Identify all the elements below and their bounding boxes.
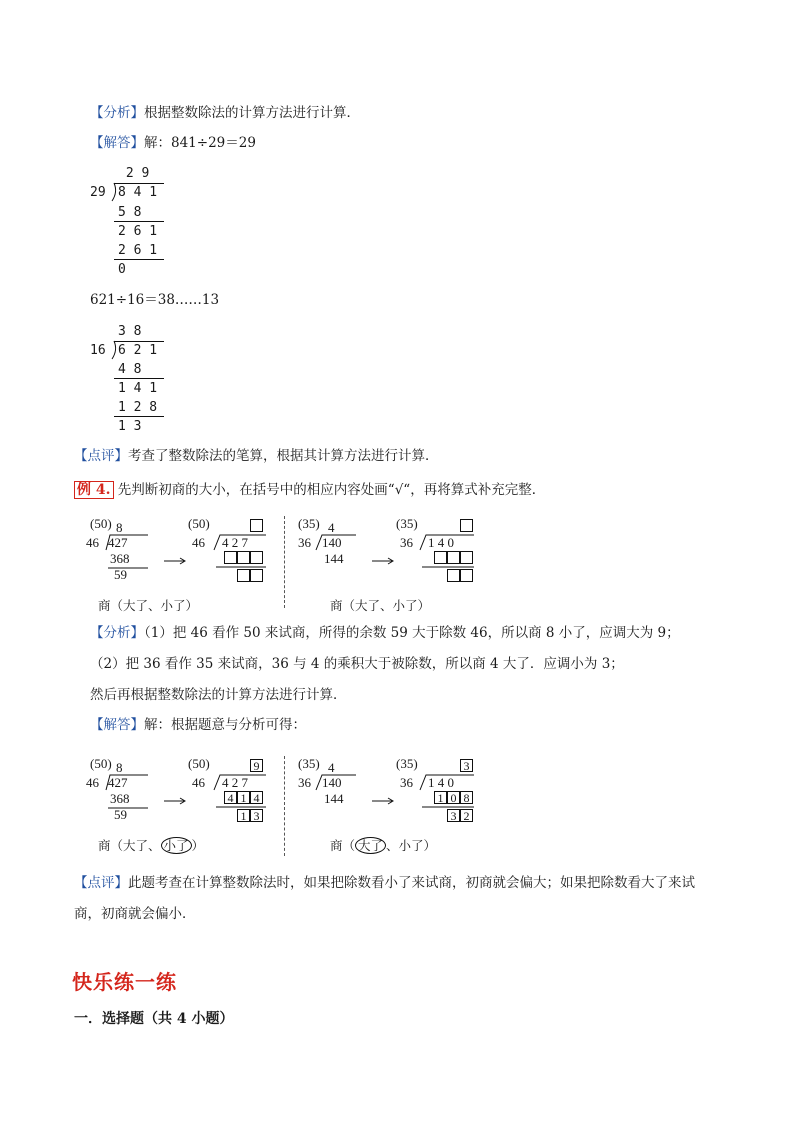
- quotient: 4: [328, 520, 335, 535]
- dividend: 140: [322, 535, 342, 550]
- analysis-text: 根据整数除法的计算方法进行计算．: [144, 105, 360, 121]
- answer-line: [90, 134, 256, 152]
- analysis-line: [90, 104, 360, 122]
- answer-box: 0: [447, 791, 460, 804]
- answer-box[interactable]: [237, 569, 250, 582]
- dividend: 1 4 0: [428, 535, 454, 550]
- caption-part: 商（大了、: [98, 838, 161, 853]
- remainder: 59: [114, 807, 127, 822]
- equation-2: 621÷16＝38……13: [90, 292, 220, 308]
- answer-box[interactable]: [447, 569, 460, 582]
- figure-answer: [88, 756, 478, 856]
- answer-box[interactable]: [460, 519, 473, 532]
- caption-part: 商（: [330, 838, 356, 853]
- division-lines: [100, 534, 160, 586]
- caption-left: 商（大了、小了）: [98, 598, 199, 613]
- divisor: 36: [400, 535, 413, 550]
- dividend-2: 6 2 1: [118, 343, 158, 358]
- practice-title: 快乐练一练: [72, 970, 177, 994]
- dividend: 4 2 7: [222, 775, 248, 790]
- answer-tag: 【解答】: [90, 135, 144, 151]
- divider: [284, 756, 285, 856]
- division-bar: [114, 183, 164, 184]
- estimate-label: (35): [298, 516, 320, 531]
- product: 368: [110, 551, 130, 566]
- caption-right: 商（大了、小了）: [330, 598, 431, 613]
- division-bracket: [110, 183, 118, 201]
- step-4: 1 3: [118, 419, 142, 434]
- estimate-label: (35): [396, 516, 418, 531]
- answer-tag: 【解答】: [90, 717, 144, 733]
- dividend: 4 2 7: [222, 535, 248, 550]
- analysis-tag: 【分析】: [90, 105, 144, 121]
- dividend: 140: [322, 775, 342, 790]
- estimate-label: (35): [396, 756, 418, 771]
- estimate-label: (50): [188, 516, 210, 531]
- step-4: 0: [118, 262, 126, 277]
- answer-box: 3: [460, 759, 473, 772]
- analysis-tag: 【分析】: [90, 625, 144, 641]
- comment-line: [74, 874, 695, 892]
- answer-line: [90, 716, 306, 734]
- answer-box[interactable]: [447, 551, 460, 564]
- arrow-icon: [372, 558, 396, 564]
- answer-box: 1: [237, 791, 250, 804]
- answer-box: 3: [250, 809, 263, 822]
- divisor: 36: [298, 535, 311, 550]
- divisor: 29: [90, 185, 106, 200]
- answer-box: 4: [224, 791, 237, 804]
- dividend: 427: [108, 775, 128, 790]
- answer-box: 1: [237, 809, 250, 822]
- analysis-text-2: （2）把 36 看作 35 来试商，36 与 4 的乘积大于被除数，所以商 4 大了．应调小为 3；: [90, 656, 624, 672]
- answer-box[interactable]: [434, 551, 447, 564]
- divisor: 46: [86, 535, 99, 550]
- comment-text-2: 商，初商就会偏小．: [74, 906, 196, 922]
- answer-box: 2: [460, 809, 473, 822]
- estimate-label: (50): [90, 756, 112, 771]
- arrow-icon: [372, 798, 396, 804]
- quotient-2: 3 8: [118, 324, 142, 339]
- caption-left: [98, 836, 204, 854]
- product: 368: [110, 791, 130, 806]
- estimate-label: (50): [90, 516, 112, 531]
- analysis-line: [90, 624, 680, 642]
- step-3: 1 2 8: [118, 400, 158, 415]
- answer-text: 解：根据题意与分析可得：: [144, 717, 306, 733]
- estimate-label: (35): [298, 756, 320, 771]
- divisor: 46: [192, 775, 205, 790]
- answer-box: 4: [250, 791, 263, 804]
- step-2: 2 6 1: [118, 224, 158, 239]
- dividend: 1 4 0: [428, 775, 454, 790]
- division-bar: [114, 341, 164, 342]
- answer-box[interactable]: [224, 551, 237, 564]
- caption-part: ）: [191, 838, 205, 853]
- divisor: 36: [298, 775, 311, 790]
- comment-text-1: 此题考查在计算整数除法时，如果把除数看小了来试商，初商就会偏大；如果把除数看大了来试: [128, 875, 695, 891]
- analysis-text-1: （1）把 46 看作 50 来试商，所得的余数 59 大于除数 46，所以商 8 小了，应调大为 9；: [144, 625, 680, 641]
- example-4-question: [74, 481, 545, 499]
- divisor: 36: [400, 775, 413, 790]
- circled-choice: 小了: [161, 837, 192, 854]
- answer-box[interactable]: [250, 519, 263, 532]
- division-lines: [312, 534, 372, 568]
- question-text: 先判断初商的大小，在括号中的相应内容处画“√“，再将算式补充完整．: [117, 482, 546, 498]
- answer-box: 8: [460, 791, 473, 804]
- comment-line: [74, 447, 439, 465]
- quotient: 8: [116, 520, 123, 535]
- arrow-icon: [164, 558, 188, 564]
- comment-text: 考查了整数除法的笔算，根据其计算方法进行计算．: [128, 448, 439, 464]
- answer-box[interactable]: [250, 569, 263, 582]
- estimate-label: (50): [188, 756, 210, 771]
- answer-box[interactable]: [250, 551, 263, 564]
- divider: [284, 516, 285, 608]
- divisor: 46: [86, 775, 99, 790]
- long-division-841: [118, 164, 149, 183]
- answer-box: 3: [447, 809, 460, 822]
- product: 144: [324, 551, 344, 566]
- comment-tag: 【点评】: [74, 875, 128, 891]
- quotient: 8: [116, 760, 123, 775]
- answer-box: 1: [434, 791, 447, 804]
- figure-question: [88, 516, 478, 616]
- step-1: 5 8: [118, 205, 142, 220]
- quotient: 2 9: [118, 166, 150, 181]
- remainder: 59: [114, 567, 127, 582]
- quotient: 4: [328, 760, 335, 775]
- caption-part: 、小了）: [386, 838, 437, 853]
- dividend: 8 4 1: [118, 185, 158, 200]
- example-label: 例 4.: [74, 481, 114, 499]
- division-lines: [100, 774, 160, 826]
- caption-right: [330, 836, 436, 854]
- division-bracket: [110, 341, 118, 359]
- answer-box[interactable]: [460, 551, 473, 564]
- product: 144: [324, 791, 344, 806]
- step-3: 2 6 1: [118, 243, 158, 258]
- answer-box[interactable]: [460, 569, 473, 582]
- arrow-icon: [164, 798, 188, 804]
- dividend: 427: [108, 535, 128, 550]
- division-lines: [312, 774, 372, 808]
- analysis-text-3: 然后再根据整数除法的计算方法进行计算．: [90, 687, 347, 703]
- step-1: 4 8: [118, 362, 142, 377]
- answer-box: 9: [250, 759, 263, 772]
- step-2: 1 4 1: [118, 381, 158, 396]
- divisor: 46: [192, 535, 205, 550]
- divisor-2: 16: [90, 343, 106, 358]
- answer-text: 解：841÷29＝29: [144, 135, 256, 151]
- circled-choice: 大了: [355, 837, 386, 854]
- answer-box[interactable]: [237, 551, 250, 564]
- comment-tag: 【点评】: [74, 448, 128, 464]
- section-heading: 一．选择题（共 4 小题）: [74, 1011, 234, 1027]
